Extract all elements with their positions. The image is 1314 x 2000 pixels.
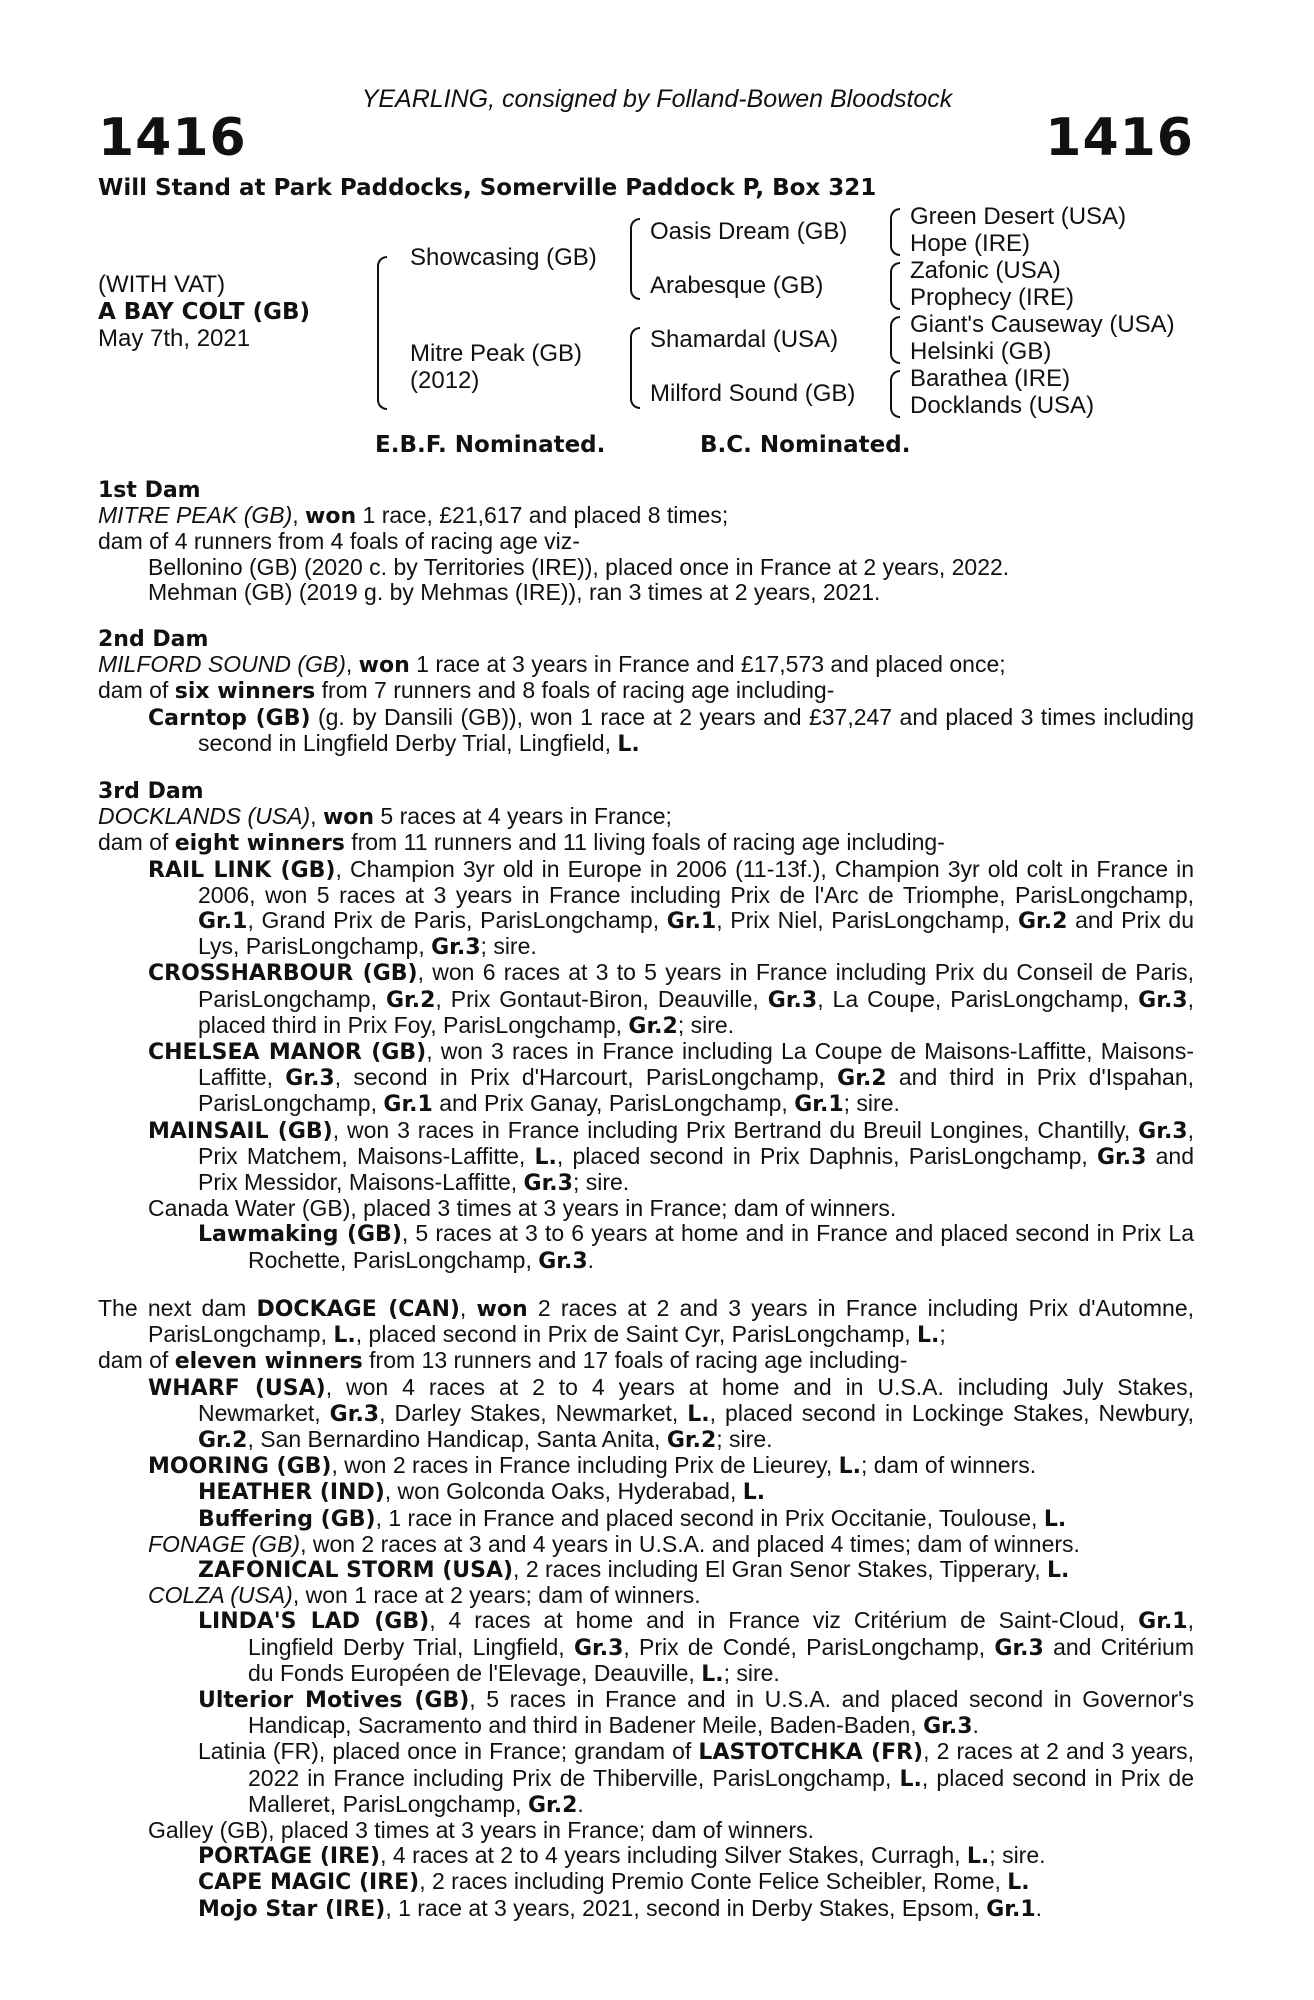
grade: Gr.3 (1138, 987, 1188, 1013)
record-text: 5 races at 4 years in France; (374, 803, 672, 830)
grade: Gr.2 (666, 1427, 717, 1453)
grade: L. (701, 1661, 724, 1687)
progeny-text: ; sire. (480, 933, 537, 960)
grade: Gr.1 (198, 909, 248, 935)
dam-year: (2012) (410, 367, 480, 394)
progeny-text: , placed second in Prix de Malleret, ParisLongchamp, (248, 1764, 1194, 1817)
progeny-item (98, 705, 1194, 757)
grade: L. (838, 1454, 861, 1480)
progeny-name: Lawmaking (GB) (198, 1222, 402, 1248)
progeny-item (98, 857, 1194, 961)
progeny-text: , Prix Gontaut-Biron, Deauville, (435, 985, 768, 1012)
winners-count: eight winners (174, 831, 345, 857)
progeny-text: , 5 races in France and in U.S.A. and placed second in Governor's Handicap, Sacramento and third in Badener Meile, Baden-Baden, (248, 1685, 1195, 1739)
progeny-item (98, 1687, 1194, 1739)
grade: Gr.3 (923, 1714, 973, 1740)
third-dam-name: DOCKLANDS (USA) (98, 803, 311, 830)
first-dam-name: MITRE PEAK (GB) (98, 502, 293, 529)
progeny-name: PORTAGE (IRE) (198, 1844, 381, 1870)
progeny-text: ; sire. (723, 1659, 780, 1686)
progeny-item (98, 1557, 1194, 1583)
progeny-text: , placed third in Prix Foy, ParisLongchamp, (198, 985, 1194, 1038)
grade: L. (1047, 1557, 1070, 1583)
ds-sire: Giant's Causeway (USA) (910, 311, 1175, 338)
grade: Gr.3 (767, 987, 818, 1013)
grade: L. (966, 1844, 990, 1870)
second-dam-name: MILFORD SOUND (GB) (98, 651, 346, 678)
record-text: ; (939, 1321, 946, 1348)
sd-sire: Zafonic (USA) (910, 257, 1061, 284)
progeny-item (98, 1532, 1194, 1557)
ebf-nominated: E.B.F. Nominated. (375, 432, 606, 458)
progeny-text: , won 4 races at 2 to 4 years at home and in U.S.A. including July Stakes, Newmarket, (198, 1373, 1194, 1426)
progeny-name: MAINSAIL (GB) (148, 1118, 333, 1144)
grade: Gr.1 (383, 1092, 433, 1118)
progeny-text: . (1035, 1894, 1043, 1921)
progeny-text: and third in Prix d'Ispahan, ParisLongchamp, (198, 1064, 1194, 1117)
progeny-text: , Grand Prix de Paris, ParisLongchamp, (247, 907, 667, 934)
progeny-item (98, 1039, 1194, 1118)
grade: L. (333, 1323, 356, 1349)
third-dam-title: 3rd Dam (98, 779, 204, 805)
progeny-name: Mojo Star (IRE) (198, 1896, 386, 1922)
first-dam-section (98, 478, 1194, 605)
grade: Gr.2 (628, 1013, 678, 1039)
progeny-text: , won Golconda Oaks, Hyderabad, (384, 1478, 743, 1505)
progeny-item: Bellonino (GB) (2020 c. by Territories (IRE)), placed once in France at 2 years, 2022. (148, 553, 1010, 580)
record-text: 1 race, £21,617 and placed 8 times; (356, 502, 729, 529)
grade: Gr.3 (285, 1066, 335, 1092)
grade: Gr.3 (994, 1635, 1044, 1661)
sire-sire: Oasis Dream (GB) (650, 218, 848, 245)
progeny-text: and Critérium du Fonds Européen de l'Elevage, Deauville, (248, 1633, 1195, 1686)
progeny-text: and Prix Messidor, Maisons-Laffitte, (198, 1142, 1195, 1196)
progeny-text: , La Coupe, ParisLongchamp, (817, 985, 1139, 1012)
grade: Gr.1 (986, 1896, 1036, 1922)
progeny-name: HEATHER (IND) (198, 1480, 385, 1506)
progeny-name: MOORING (GB) (148, 1454, 332, 1480)
progeny-item (98, 1896, 1194, 1922)
progeny-text: and Prix Ganay, ParisLongchamp, (432, 1090, 795, 1117)
progeny-item: Canada Water (GB), placed 3 times at 3 years in France; dam of winners. (148, 1195, 897, 1222)
grade: L. (1007, 1870, 1030, 1896)
progeny-text: , placed second in Prix Daphnis, ParisLongchamp, (556, 1142, 1097, 1169)
progeny-text: , Champion 3yr old in Europe in 2006 (11-13f.), Champion 3yr old colt in France in 2006, won 5 races at 3 years in France including Prix de l'Arc de Triomphe, ParisLongchamp, (198, 855, 1195, 908)
progeny-item (98, 1608, 1194, 1687)
won-label: won (305, 504, 357, 530)
progeny-item (98, 1739, 1194, 1818)
grade: L. (917, 1323, 940, 1349)
progeny-text: , 1 race in France and placed second in Prix Occitanie, Toulouse, (375, 1504, 1044, 1531)
horse-dob: May 7th, 2021 (98, 325, 251, 352)
progeny-text: , won 3 races in France including La Coupe de Maisons-Laffitte, Maisons-Laffitte, (198, 1038, 1195, 1091)
progeny-text: , 4 races at home and in France viz Critérium de Saint-Cloud, (429, 1607, 1139, 1634)
summary-text: dam of (98, 829, 175, 856)
next-dam-section (98, 1296, 1194, 1922)
third-dam-record: DOCKLANDS (USA), won 5 races at 4 years in France; (98, 803, 672, 831)
progeny-text: , Darley Stakes, Newmarket, (379, 1399, 688, 1426)
brace-gen2-bottom (630, 327, 640, 409)
progeny-text: , Lingfield Derby Trial, Lingfield, (248, 1607, 1194, 1660)
progeny-text: ; sire. (716, 1425, 773, 1452)
sire: Showcasing (GB) (410, 244, 597, 271)
grade: L. (534, 1144, 557, 1170)
summary-text: from 13 runners and 17 foals of racing age including- (362, 1347, 908, 1374)
progeny-name: CAPE MAGIC (IRE) (198, 1870, 420, 1896)
progeny-text: , San Bernardino Handicap, Santa Anita, (247, 1425, 667, 1452)
progeny-text: . (577, 1790, 584, 1817)
progeny-text: . (972, 1712, 979, 1739)
progeny-text: , 4 races at 2 to 4 years including Silver Stakes, Curragh, (380, 1842, 967, 1869)
ss-dam: Hope (IRE) (910, 230, 1031, 257)
grade: L. (899, 1766, 922, 1792)
progeny-name: Carntop (GB) (148, 705, 311, 731)
progeny-text: , 2 races including El Gran Senor Stakes, Tipperary, (513, 1555, 1047, 1582)
progeny-text: , won 1 race at 2 years; dam of winners. (292, 1582, 701, 1609)
progeny-text: , won 3 races in France including Prix Bertrand du Breuil Longines, Chantilly, (332, 1116, 1139, 1143)
progeny-name: LASTOTCHKA (FR) (698, 1740, 924, 1766)
grade: Gr.2 (837, 1066, 887, 1092)
progeny-text: , 5 races at 3 to 6 years at home and in France and placed second in Prix La Rochette, ParisLongchamp, (248, 1220, 1194, 1273)
grade: L. (617, 731, 640, 757)
progeny-text: , Prix de Condé, ParisLongchamp, (623, 1633, 995, 1660)
grade: Gr.2 (527, 1792, 578, 1818)
summary-text: from 11 runners and 11 living foals of racing age including- (344, 829, 945, 856)
progeny-item (98, 1118, 1194, 1197)
grade: Gr.3 (329, 1401, 380, 1427)
grade: Gr.3 (538, 1248, 588, 1274)
progeny-name: FONAGE (GB) (148, 1530, 301, 1557)
horse-name: A BAY COLT (GB) (98, 299, 311, 325)
won-label: won (476, 1296, 528, 1322)
progeny-name: COLZA (USA) (148, 1582, 293, 1609)
consignor-line: YEARLING, consigned by Folland-Bowen Bloodstock (361, 85, 953, 113)
summary-text: dam of (98, 1347, 175, 1374)
progeny-item (98, 1221, 1194, 1273)
progeny-text: , 2 races including Premio Conte Felice Scheibler, Rome, (419, 1868, 1008, 1895)
grade: Gr.2 (385, 987, 436, 1013)
dam-dam: Milford Sound (GB) (650, 380, 856, 407)
progeny-text: , won 2 races in France including Prix de Lieurey, (331, 1452, 839, 1479)
progeny-item: Mehman (GB) (2019 g. by Mehmas (IRE)), ran 3 times at 2 years, 2021. (148, 578, 881, 605)
grade: Gr.1 (666, 909, 717, 935)
progeny-text: , second in Prix d'Harcourt, ParisLongchamp, (334, 1064, 838, 1091)
next-dam-summary (98, 1348, 1194, 1374)
summary-text: from 7 runners and 8 foals of racing age including- (315, 677, 835, 704)
progeny-name: LINDA'S LAD (GB) (198, 1609, 430, 1635)
first-dam-title: 1st Dam (98, 478, 201, 503)
catalogue-body (98, 478, 1194, 1922)
progeny-item (98, 1583, 1194, 1608)
progeny-name: WHARF (USA) (148, 1375, 326, 1401)
grade: Gr.1 (794, 1092, 844, 1118)
won-label: won (358, 653, 410, 679)
stand-location: Will Stand at Park Paddocks, Somerville Paddock P, Box 321 (98, 175, 877, 201)
progeny-text: , placed second in Lockinge Stakes, Newbury, (709, 1399, 1194, 1426)
progeny-item (98, 1869, 1194, 1895)
first-dam-summary: dam of 4 runners from 4 foals of racing age viz- (98, 528, 580, 555)
grade: L. (742, 1480, 766, 1506)
progeny-text: , Prix Niel, ParisLongchamp, (716, 907, 1018, 934)
ss-sire: Green Desert (USA) (910, 203, 1127, 230)
winners-count: eleven winners (174, 1349, 363, 1375)
grade: Gr.1 (1138, 1609, 1188, 1635)
grade: Gr.3 (1096, 1144, 1147, 1170)
progeny-text: , 1 race at 3 years, 2021, second in Derby Stakes, Epsom, (385, 1894, 987, 1921)
dd-sire: Barathea (IRE) (910, 365, 1071, 392)
progeny-text: and Prix du Lys, ParisLongchamp, (198, 907, 1194, 960)
grade: Gr.2 (198, 1427, 248, 1453)
summary-text: dam of (98, 677, 175, 704)
progeny-name: RAIL LINK (GB) (148, 857, 336, 883)
record-text: 1 race at 3 years in France and £17,573 and placed once; (409, 651, 1006, 678)
dam: Mitre Peak (GB) (410, 340, 583, 367)
brace-gen3-3 (890, 316, 900, 364)
progeny-name: Ulterior Motives (GB) (198, 1687, 470, 1713)
progeny-name: Buffering (GB) (198, 1506, 376, 1532)
second-dam-summary (98, 678, 1194, 704)
grade: Gr.3 (573, 1635, 624, 1661)
record-text: 2 races at 2 and 3 years in France including Prix d'Automne, ParisLongchamp, (148, 1294, 1195, 1348)
next-dam-record: The next dam DOCKAGE (CAN), won 2 races at 2 and 3 years in France including Prix d'Automne, ParisLongchamp, L., placed second in Prix de Saint Cyr, ParisLongchamp, L.; (98, 1294, 1195, 1349)
progeny-text: , Prix Matchem, Maisons-Laffitte, (198, 1116, 1194, 1169)
ds-dam: Helsinki (GB) (910, 338, 1052, 365)
progeny-text: ; dam of winners. (861, 1452, 1037, 1479)
brace-gen3-4 (890, 370, 900, 418)
intro-text: The next dam (98, 1294, 257, 1321)
won-label: won (322, 805, 375, 831)
progeny-text: ; sire. (843, 1090, 900, 1117)
second-dam-record: MILFORD SOUND (GB), won 1 race at 3 years in France and £17,573 and placed once; (98, 651, 1006, 679)
third-dam-section (98, 779, 1194, 1274)
first-dam-record: MITRE PEAK (GB), won 1 race, £21,617 and placed 8 times; (98, 502, 729, 530)
progeny-text: Latinia (FR), placed once in France; grandam of (198, 1738, 699, 1765)
progeny-item: Galley (GB), placed 3 times at 3 years in France; dam of winners. (148, 1816, 814, 1843)
sd-dam: Prophecy (IRE) (910, 284, 1075, 311)
brace-gen3-1 (890, 208, 900, 256)
progeny-item (98, 960, 1194, 1039)
lot-number-right: 1416 (1045, 108, 1194, 168)
second-dam-section (98, 627, 1194, 757)
lot-number-left: 1416 (98, 108, 247, 168)
progeny-text: ; sire. (989, 1842, 1046, 1869)
progeny-text: , 2 races at 2 and 3 years, 2022 in France including Prix de Thiberville, ParisLongchamp, (248, 1738, 1194, 1791)
progeny-item (98, 1506, 1194, 1532)
progeny-text: (g. by Dansili (GB)), won 1 race at 2 years and £37,247 and placed 3 times including second in Lingfield Derby Trial, Lingfield, (198, 703, 1194, 756)
progeny-text: , won 2 races at 3 and 4 years in U.S.A. and placed 4 times; dam of winners. (300, 1530, 1080, 1557)
sire-dam: Arabesque (GB) (650, 272, 824, 299)
progeny-text: . (587, 1246, 595, 1273)
third-dam-summary (98, 830, 1194, 856)
brace-gen1 (377, 256, 387, 410)
bc-nominated: B.C. Nominated. (700, 432, 911, 458)
progeny-text: , won 6 races at 3 to 5 years in France including Prix du Conseil de Paris, ParisLongchamp, (198, 959, 1194, 1012)
progeny-item (98, 1843, 1194, 1869)
next-dam-name: DOCKAGE (CAN) (256, 1296, 460, 1322)
grade: Gr.2 (1017, 909, 1068, 935)
progeny-name: ZAFONICAL STORM (USA) (198, 1557, 514, 1583)
brace-gen3-2 (890, 262, 900, 310)
grade: Gr.3 (523, 1171, 573, 1197)
grade: Gr.3 (1138, 1118, 1188, 1144)
dam-sire: Shamardal (USA) (650, 326, 839, 353)
record-text: , placed second in Prix de Saint Cyr, ParisLongchamp, (355, 1321, 918, 1348)
second-dam-title: 2nd Dam (98, 627, 209, 653)
progeny-item (98, 1479, 1194, 1505)
progeny-name: CROSSHARBOUR (GB) (148, 961, 418, 987)
grade: L. (687, 1401, 710, 1427)
vat-note: (WITH VAT) (98, 271, 226, 298)
dd-dam: Docklands (USA) (910, 392, 1095, 419)
winners-count: six winners (174, 679, 316, 705)
progeny-text: ; sire. (572, 1169, 630, 1196)
grade: Gr.3 (431, 935, 481, 961)
progeny-name: CHELSEA MANOR (GB) (148, 1040, 427, 1066)
brace-gen2-top (630, 218, 640, 300)
progeny-item (98, 1453, 1194, 1479)
grade: L. (1043, 1506, 1067, 1532)
progeny-item (98, 1375, 1194, 1454)
progeny-text: ; sire. (677, 1011, 735, 1038)
